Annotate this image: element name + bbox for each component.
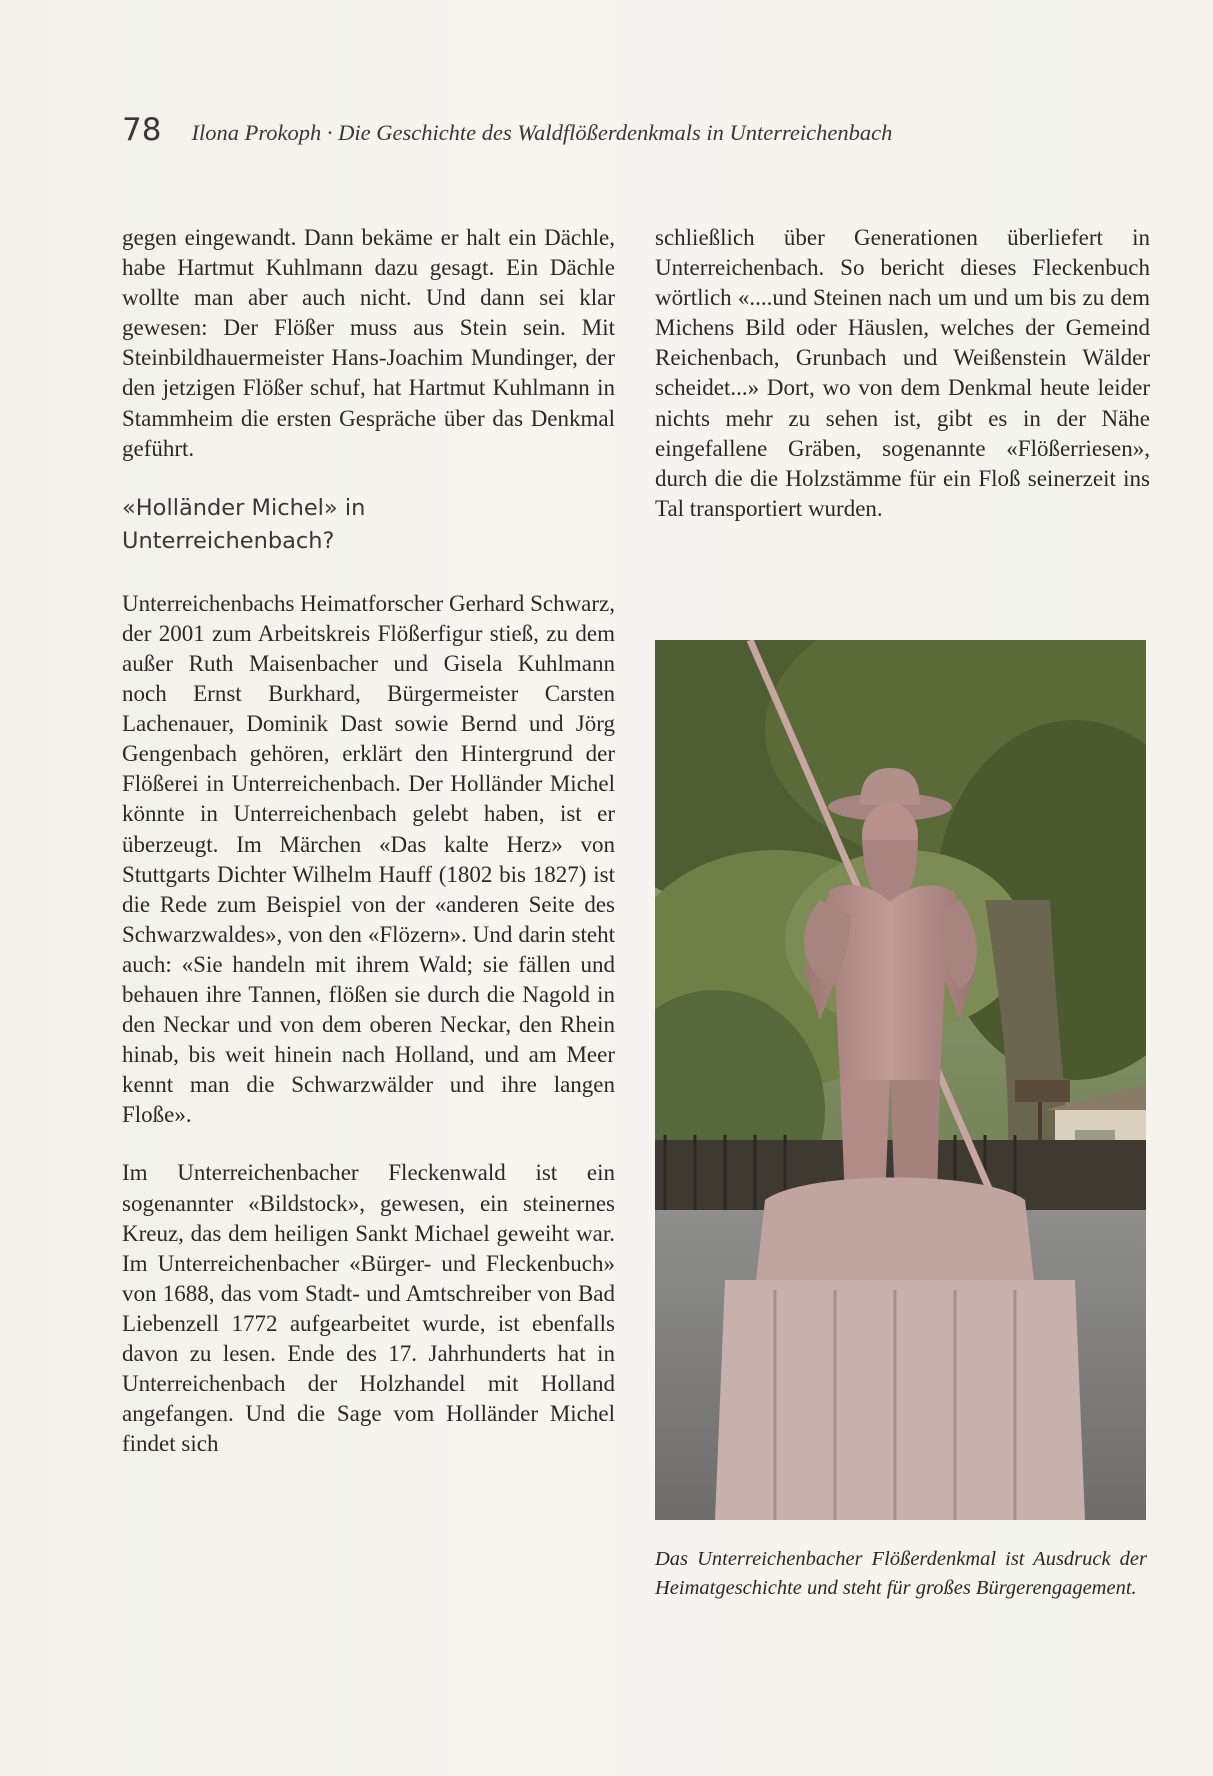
photo-caption: Das Unterreichenbacher Flößerdenkmal ist Ausdruck der Heimatgeschichte und steht für großes Bürgerengagement. bbox=[655, 1548, 1147, 1599]
left-column bbox=[122, 223, 615, 1459]
page-header bbox=[122, 112, 1122, 152]
right-column bbox=[655, 223, 1150, 524]
photo-illustration bbox=[655, 640, 1146, 1520]
body-paragraph: Unterreichenbachs Heimatforscher Gerhard Schwarz, der 2001 zum Arbeitskreis Flößerfigur stieß, zu dem außer Ruth Maisenbacher und Gisela Kuhlmann noch Ernst Burkhard, Bürgermeister Carsten Lachenauer, Dominik Dast sowie Bernd und Jörg Gengenbach gehören, erklärt den Hintergrund der Flößerei in Unterreichenbach. Der Holländer Michel könnte in Unterreichenbach gelebt haben, ist er überzeugt. Im Märchen «Das kalte Herz» von Stuttgarts Dichter Wilhelm Hauff (1802 bis 1827) ist die Rede zum Beispiel von der «anderen Seite des Schwarzwaldes», von den «Flözern». Und darin steht auch: «Sie handeln mit ihrem Wald; sie fällen und behauen ihre Tannen, flößen sie durch die Nagold in den Neckar und von dem oberen Neckar, den Rhein hinab, bis weit hinein nach Holland, und am Meer kennt man die Schwarzwälder und ihre langen Floße». bbox=[122, 590, 615, 1128]
body-paragraph: gegen eingewandt. Dann bekäme er halt ein Dächle, habe Hartmut Kuhlmann dazu gesagt. Ein Dächle wollte man aber auch nicht. Und dann sei klar gewesen: Der Flößer muss aus Stein sein. Mit Steinbildhauermeister Hans-Joachim Mundinger, der den jetzigen Flößer schuf, hat Hartmut Kuhlmann in Stammheim die ersten Gespräche über das Denkmal geführt. bbox=[122, 225, 615, 461]
page-number: 78 bbox=[122, 112, 162, 148]
running-title: Ilona Prokoph · Die Geschichte des Waldflößerdenkmals in Unterreichenbach bbox=[191, 120, 893, 145]
body-paragraph: schließlich über Generationen überliefert in Unterreichenbach. So bericht dieses Fleckenbuch wörtlich «....und Steinen nach um und um bis zu dem Michens Bild oder Häuslen, welches der Gemeind Reichenbach, Grunbach und Weißenstein Wälder scheidet...» Dort, wo von dem Denkmal heute leider nichts mehr zu sehen ist, gibt es in der Nähe eingefallene Gräben, sogenannte «Flößerriesen», durch die die Holzstämme für ein Floß seinerzeit ins Tal transportiert wurden. bbox=[655, 225, 1150, 521]
section-heading: «Holländer Michel» in Unterreichenbach? bbox=[122, 494, 366, 554]
raftsman-monument-photo bbox=[655, 640, 1146, 1520]
body-paragraph: Im Unterreichenbacher Fleckenwald ist ein sogenannter «Bildstock», gewesen, ein steinernes Kreuz, das dem heiligen Sankt Michael geweiht war. Im Unterreichenbacher «Bürger- und Fleckenbuch» von 1688, das vom Stadt- und Amtschreiber von Bad Liebenzell 1772 aufgearbeitet wurde, ist ebenfalls davon zu lesen. Ende des 17. Jahrhunderts hat in Unterreichenbach der Holzhandel mit Holland angefangen. Und die Sage vom Holländer Michel findet sich bbox=[122, 1160, 615, 1457]
